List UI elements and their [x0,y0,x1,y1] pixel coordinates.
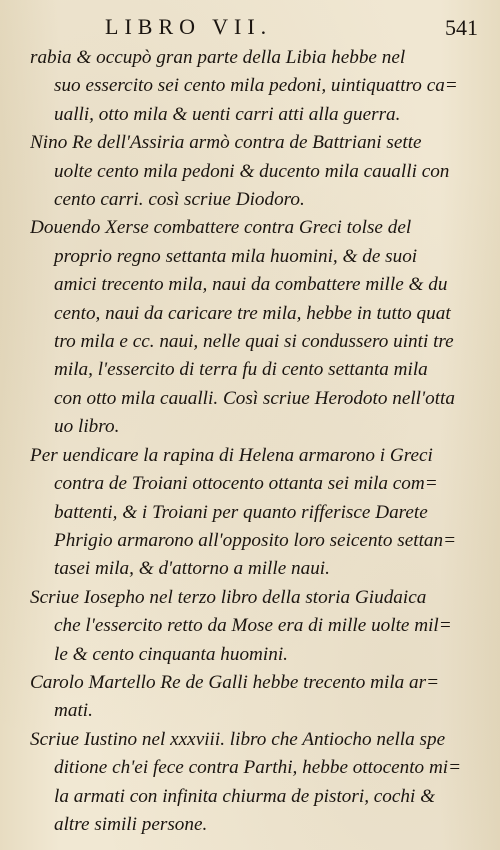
paragraph [30,669,462,726]
text-line: contra de Troiani ottocento ottanta sei mila com= [54,473,438,495]
text-line: altre simili persone. [54,813,208,835]
paragraph [30,584,462,669]
text-line: cento, naui da caricare tre mila, hebbe in tutto quat [54,302,451,324]
text-line: mila, l'essercito di terra fu di cento settanta mila [54,359,428,381]
page-number: 541 [445,15,478,40]
text-line: che l'essercito retto da Mose era di mille uolte mil= [54,615,452,637]
text-line: Scriue Iustino nel xxxviii. libro che Antiocho nella spe [30,728,446,750]
running-head: LIBRO VII. [105,14,273,39]
text-line: Scriue Iosepho nel terzo libro della storia Giudaica [30,586,427,608]
text-line: Douendo Xerse combattere contra Greci tolse del [30,217,412,239]
text-line: battenti, & i Troiani per quanto rifferisce Darete [54,501,428,523]
text-line: Per uendicare la rapina di Helena armarono i Greci [30,444,433,466]
text-line: con otto mila caualli. Così scriue Herodoto nell'otta [54,387,455,409]
paragraph [30,726,462,840]
text-line: Carolo Martello Re de Galli hebbe trecento mila ar= [30,671,440,693]
text-line: cento carri. così scriue Diodoro. [54,189,305,211]
text-line: la armati con infinita chiurma de pistori, cochi & [54,785,436,807]
text-line: tasei mila, & d'attorno a mille naui. [54,558,330,580]
text-line: le & cento cinquanta huomini. [54,643,288,665]
text-line: ualli, otto mila & uenti carri atti alla guerra. [54,103,401,125]
text-line: uolte cento mila pedoni & ducento mila caualli con [54,160,450,182]
text-line: proprio regno settanta mila huomini, & de suoi [54,245,418,267]
page-header [105,14,480,40]
body-text [30,44,462,839]
text-line: uo libro. [54,416,120,438]
text-line: mati. [54,700,93,722]
paragraph [30,442,462,584]
paragraph [30,44,462,129]
paragraph [30,129,462,214]
text-line: amici trecento mila, naui da combattere mille & du [54,274,448,296]
text-line: suo essercito sei cento mila pedoni, uintiquattro ca= [54,75,458,97]
text-line: Nino Re dell'Assiria armò contra de Battriani sette [30,132,422,154]
paragraph [30,214,462,441]
text-line: rabia & occupò gran parte della Libia hebbe nel [30,47,406,68]
text-line: ditione ch'ei fece contra Parthi, hebbe ottocento mi= [54,757,462,779]
text-line: Phrigio armarono all'opposito loro seicento settan= [54,529,457,551]
text-line: tro mila e cc. naui, nelle quai si condussero uinti tre [54,331,454,353]
